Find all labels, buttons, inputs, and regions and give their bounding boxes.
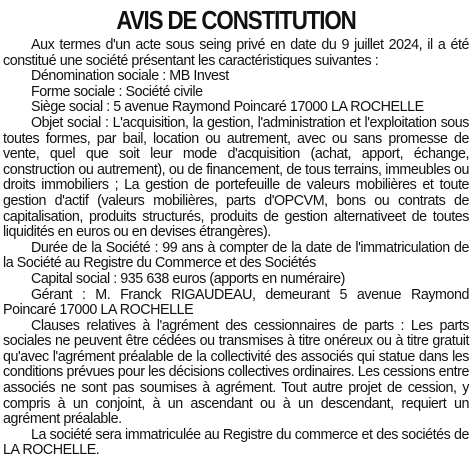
share-capital-line: Capital social : 935 638 euros (apports en numéraire) [31,270,345,287]
company-name-line: Dénomination sociale : MB Invest [31,68,229,85]
corporate-purpose-paragraph: Objet social : L'acquisition, la gestion, l'administration et l'exploitation sous toutes formes, par bail, location ou autrement, avec ou sans promesse de vente, quel que soit leur mode d'acquisition (achat, apport, échange, construction ou autrement), ou de financement, de tous terrains, immeubles ou droits immobiliers ; La gestion de portefeuille de valeurs mobilières et toute gestion d'actif (valeurs mobilières, parts d'OPCVM, bons ou contrats de capitalisation, produits structurés, produits de gestion alternativeet de toutes liquidités en euros ou en devises étrangères). [3,114,469,241]
duration-paragraph: Durée de la Société : 99 ans à compter de la date de l'immatriculation de la Société au Registre du Commerce et des Sociétés [3,239,469,272]
registration-paragraph: La société sera immatriculée au Registre du commerce et des sociétés de LA ROCHELLE. [3,426,469,459]
registered-office-line: Siège social : 5 avenue Raymond Poincaré 17000 LA ROCHELLE [31,99,424,116]
legal-notice [3,2,469,459]
intro-paragraph: Aux termes d'un acte sous seing privé en date du 9 juillet 2024, il a été constitué une société présentant les caractéristiques suivantes : [3,37,469,69]
share-transfer-clause-paragraph: Clauses relatives à l'agrément des cessionnaires de parts : Les parts sociales ne peuvent être cédées ou transmises à titre onéreux ou à titre gratuit qu'avec l'agrément préalable de la collectivité des associés qui statue dans les conditions prévues pour les décisions collectives ordinaires. Les cessions entre associés ne sont pas soumises à agrément. Tout autre projet de cession, y compris à un conjoint, à un ascendant ou à un descendant, requiert un agrément préalable. [3,317,469,428]
notice-title: AVIS DE CONSTITUTION [116,5,356,35]
legal-form-line: Forme sociale : Société civile [31,83,203,100]
manager-paragraph: Gérant : M. Franck RIGAUDEAU, demeurant 5 avenue Raymond Poincaré 17000 LA ROCHELLE [3,286,469,319]
